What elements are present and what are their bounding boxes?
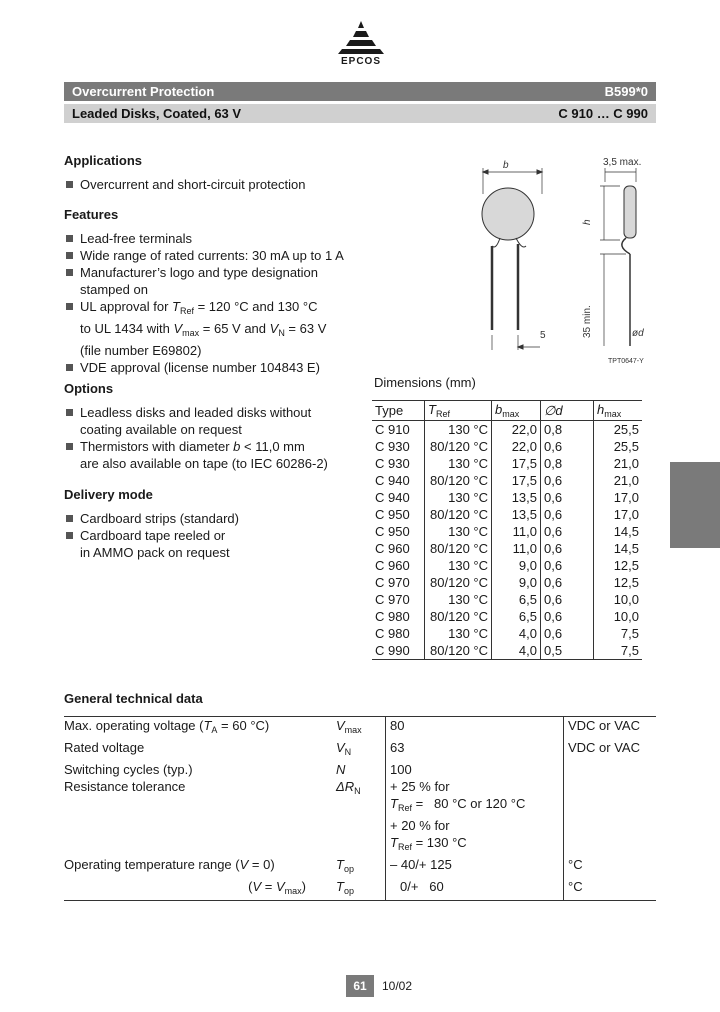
subscript: max	[284, 886, 302, 896]
table-row	[64, 778, 656, 856]
table-cell: 0,6	[541, 608, 594, 625]
subscript: Ref	[397, 803, 412, 813]
table-cell: 14,5	[594, 523, 643, 540]
table-cell: 130 °C	[425, 591, 492, 608]
logo-text: EPCOS	[340, 56, 381, 67]
symbol: T	[336, 857, 344, 872]
table-cell: 130 °C	[425, 523, 492, 540]
text: = 65 V and	[199, 321, 270, 336]
table-cell: 4,0	[492, 625, 541, 642]
dimension-drawing	[440, 150, 670, 375]
subscript: max	[502, 409, 520, 419]
text: = 60 °C)	[217, 718, 270, 733]
table-cell: 22,0	[492, 438, 541, 455]
table-cell: 17,5	[492, 472, 541, 489]
cell-unit: °C	[568, 857, 583, 872]
symbol: V	[275, 879, 285, 894]
cell-unit: VDC or VAC	[568, 718, 640, 733]
cell-label: Switching cycles (typ.)	[64, 762, 193, 777]
table-row	[372, 540, 642, 557]
symbol: N	[336, 762, 346, 777]
list-item: Leadless disks and leaded disks without	[64, 404, 364, 421]
max-label: 3,5 max.	[603, 157, 642, 168]
table-row	[372, 608, 642, 625]
b-label: b	[503, 160, 509, 171]
table-cell: C 980	[375, 626, 410, 641]
cell-label: Rated voltage	[64, 740, 145, 755]
table-cell: C 950	[375, 507, 410, 522]
symbol: T	[428, 402, 436, 417]
text: UL approval for	[80, 299, 173, 314]
general-data-table	[64, 716, 656, 901]
side-tab	[670, 462, 720, 548]
table-cell: 0,8	[541, 421, 594, 439]
symbol: T	[390, 835, 398, 850]
table-row	[372, 421, 642, 439]
options-list	[64, 404, 364, 472]
disk-drawing-icon	[440, 150, 670, 375]
table-cell: 0,6	[541, 625, 594, 642]
table-cell: 80/120 °C	[425, 608, 492, 625]
text: to UL 1434 with	[80, 321, 174, 336]
table-cell: 130 °C	[425, 489, 492, 506]
table-row	[64, 717, 656, 739]
product-bar	[64, 104, 656, 123]
table-cell: C 980	[375, 609, 410, 624]
list-item-continued	[64, 281, 394, 298]
subscript: max	[604, 409, 622, 419]
table-cell: 10,0	[594, 608, 643, 625]
cell-label	[64, 856, 336, 878]
general-data-heading: General technical data	[64, 691, 203, 706]
table-cell: C 950	[375, 524, 410, 539]
table-row	[64, 878, 656, 900]
text: (	[248, 879, 253, 894]
text: = 120 °C and 130 °C	[193, 299, 318, 314]
text: Thermistors with diameter	[80, 439, 234, 454]
table-cell: 12,5	[594, 557, 643, 574]
list-item-ul	[64, 298, 394, 320]
table-cell: 0,6	[541, 438, 594, 455]
cell-label	[64, 717, 336, 739]
table-cell: 80/120 °C	[425, 574, 492, 591]
table-row	[64, 739, 656, 761]
table-cell: 4,0	[492, 642, 541, 660]
table-cell: 0,6	[541, 489, 594, 506]
symbol: V	[269, 321, 279, 336]
table-cell: 80/120 °C	[425, 438, 492, 455]
table-row	[64, 856, 656, 878]
list-item-continued: in AMMO pack on request	[80, 545, 230, 560]
table-cell: 11,0	[492, 540, 541, 557]
table-cell: 130 °C	[425, 625, 492, 642]
table-row	[372, 557, 642, 574]
table-cell: 80/120 °C	[425, 472, 492, 489]
table-cell: 10,0	[594, 591, 643, 608]
cell-symbol	[336, 761, 386, 778]
table-cell: 0,8	[541, 455, 594, 472]
symbol: T	[203, 718, 212, 733]
table-cell: 25,5	[594, 421, 643, 439]
table-cell: C 960	[375, 541, 410, 556]
symbol: V	[252, 879, 262, 894]
text: = 0)	[248, 857, 275, 872]
cell-value: 0/+ 60	[386, 878, 564, 900]
delivery-heading: Delivery mode	[64, 487, 153, 502]
table-cell: 6,5	[492, 608, 541, 625]
cell-value: 80	[386, 717, 564, 739]
symbol: V	[336, 718, 345, 733]
symbol: ΔR	[336, 779, 355, 794]
symbol: h	[597, 402, 605, 417]
table-cell: 17,0	[594, 489, 643, 506]
category-bar	[64, 82, 656, 101]
table-cell: 0,6	[541, 506, 594, 523]
product-range: C 910 … C 990	[558, 106, 648, 121]
table-cell: 14,5	[594, 540, 643, 557]
table-header-row	[372, 401, 642, 421]
tolerance-line	[390, 795, 563, 817]
table-cell: C 960	[375, 558, 410, 573]
table-row	[372, 506, 642, 523]
cell-value: – 40/+ 125	[386, 856, 564, 878]
table-cell: 0,6	[541, 540, 594, 557]
table-row	[372, 642, 642, 660]
table-cell: 80/120 °C	[425, 642, 492, 660]
table-row	[372, 489, 642, 506]
table-cell: 0,6	[541, 523, 594, 540]
subscript: op	[343, 886, 354, 896]
text: Operating temperature range (	[64, 857, 240, 872]
table-cell: C 990	[372, 642, 425, 660]
subscript: Ref	[435, 409, 450, 419]
symbol: V	[336, 740, 345, 755]
features-list	[64, 230, 394, 376]
col-b	[492, 401, 541, 421]
product-title: Leaded Disks, Coated, 63 V	[72, 106, 242, 121]
table-cell: 11,0	[492, 523, 541, 540]
table-cell: 21,0	[594, 472, 643, 489]
diameter-label: ød	[632, 328, 644, 339]
table-cell: 80/120 °C	[425, 540, 492, 557]
table-row	[372, 438, 642, 455]
subscript: Ref	[179, 306, 194, 316]
symbol: T	[390, 796, 398, 811]
table-cell: 7,5	[594, 625, 643, 642]
tolerance-line: + 20 % for	[390, 818, 450, 833]
subscript: A	[211, 725, 218, 735]
subscript: N	[354, 786, 361, 796]
epcos-logo-icon	[330, 18, 392, 56]
table-row	[372, 523, 642, 540]
tolerance-line	[390, 834, 563, 856]
dimensions-table	[372, 400, 642, 660]
table-cell: 12,5	[594, 574, 643, 591]
applications-heading: Applications	[64, 153, 143, 168]
text: =	[261, 879, 276, 894]
table-cell: 0,6	[541, 472, 594, 489]
subscript: Ref	[397, 842, 412, 852]
table-cell: 130 °C	[425, 557, 492, 574]
text: = 80 °C or 120 °C	[411, 796, 526, 811]
category-title: Overcurrent Protection	[72, 84, 215, 99]
epcos-logo	[330, 18, 392, 74]
table-cell: 17,0	[594, 506, 643, 523]
cell-symbol	[336, 856, 386, 878]
list-item-continued	[64, 342, 394, 359]
table-row	[372, 591, 642, 608]
col-h	[594, 401, 643, 421]
table-cell: 130 °C	[425, 455, 492, 472]
table-row	[372, 455, 642, 472]
table-cell: 0,6	[541, 574, 594, 591]
symbol: V	[173, 321, 183, 336]
features-heading: Features	[64, 207, 119, 222]
table-cell: 21,0	[594, 455, 643, 472]
list-item: Cardboard strips (standard)	[64, 510, 364, 527]
text: = 63 V	[284, 321, 327, 336]
cell-label	[64, 878, 336, 900]
table-cell: C 940	[375, 490, 410, 505]
subscript: N	[278, 328, 285, 338]
symbol: b	[233, 439, 241, 454]
subscript: max	[182, 328, 200, 338]
col-d	[541, 401, 594, 421]
cell-symbol	[336, 778, 386, 856]
list-item: Manufacturer’s logo and type designation	[64, 264, 394, 281]
list-item-continued	[64, 320, 394, 342]
list-item: Cardboard tape reeled or	[64, 527, 364, 544]
list-item-continued: coating available on request	[80, 422, 242, 437]
table-cell: 0,6	[541, 591, 594, 608]
subscript: N	[344, 747, 352, 757]
col-type: Type	[372, 401, 425, 421]
table-cell: C 940	[375, 473, 410, 488]
table-cell: C 930	[375, 439, 410, 454]
col-tref	[425, 401, 492, 421]
h-label: h	[582, 219, 593, 225]
table-cell: 22,0	[492, 421, 541, 439]
cell-unit	[564, 761, 656, 778]
cell-symbol	[336, 739, 386, 761]
symbol: b	[495, 402, 503, 417]
cell-unit: °C	[568, 879, 583, 894]
cell-symbol	[336, 878, 386, 900]
table-cell: 25,5	[594, 438, 643, 455]
list-item-text: stamped on	[80, 282, 148, 297]
list-item: VDE approval (license number 104843 E)	[64, 359, 394, 376]
table-cell: C 910	[375, 422, 410, 437]
cell-unit: VDC or VAC	[568, 740, 640, 755]
table-cell: 6,5	[492, 591, 541, 608]
table-cell: 0,5	[541, 642, 594, 660]
table-cell: C 970	[375, 575, 410, 590]
table-cell: 17,5	[492, 455, 541, 472]
symbol: V	[239, 857, 249, 872]
table-cell: 9,0	[492, 557, 541, 574]
symbol: T	[336, 879, 344, 894]
table-cell: C 930	[375, 456, 410, 471]
cell-label: Resistance tolerance	[64, 779, 186, 794]
series-code: B599*0	[604, 84, 648, 99]
table-cell: 7,5	[594, 642, 643, 660]
text: Max. operating voltage (	[64, 718, 204, 733]
cell-unit	[564, 778, 656, 856]
table-cell: 13,5	[492, 506, 541, 523]
delivery-list	[64, 510, 364, 561]
list-item: Wide range of rated currents: 30 mA up to 1 A	[64, 247, 394, 264]
text: = 130 °C	[411, 835, 467, 850]
table-row	[372, 472, 642, 489]
list-item: Lead-free terminals	[64, 230, 394, 247]
subscript: max	[344, 725, 362, 735]
dimensions-title: Dimensions (mm)	[374, 375, 476, 390]
subscript: op	[343, 864, 354, 874]
cell-value	[386, 778, 564, 856]
text: (file number E69802)	[80, 343, 202, 358]
text: )	[301, 879, 306, 894]
cell-value: 63	[386, 739, 564, 761]
table-cell: 80/120 °C	[425, 506, 492, 523]
cell-symbol	[336, 717, 386, 739]
symbol: ∅d	[544, 402, 563, 418]
table-cell: 9,0	[492, 574, 541, 591]
list-item-continued: are also available on tape (to IEC 60286-2)	[80, 456, 328, 471]
symbol: T	[172, 299, 180, 314]
text: < 11,0 mm	[240, 439, 305, 454]
applications-list	[64, 176, 394, 193]
cell-value: 100	[386, 761, 564, 778]
table-cell: 0,6	[541, 557, 594, 574]
table-row	[64, 761, 656, 778]
tolerance-line: + 25 % for	[390, 779, 450, 794]
drawing-code: TPT0647-Y	[608, 358, 644, 365]
table-cell: 13,5	[492, 489, 541, 506]
list-item	[64, 438, 364, 455]
options-heading: Options	[64, 381, 114, 396]
table-row	[372, 574, 642, 591]
pitch-label: 5	[540, 330, 546, 341]
list-item: Overcurrent and short-circuit protection	[64, 176, 394, 193]
issue-date: 10/02	[382, 979, 413, 993]
table-cell: 130 °C	[425, 421, 492, 439]
page-number: 61	[346, 975, 374, 997]
min-length-label: 35 min.	[582, 305, 593, 338]
table-cell: C 970	[375, 592, 410, 607]
table-row	[372, 625, 642, 642]
